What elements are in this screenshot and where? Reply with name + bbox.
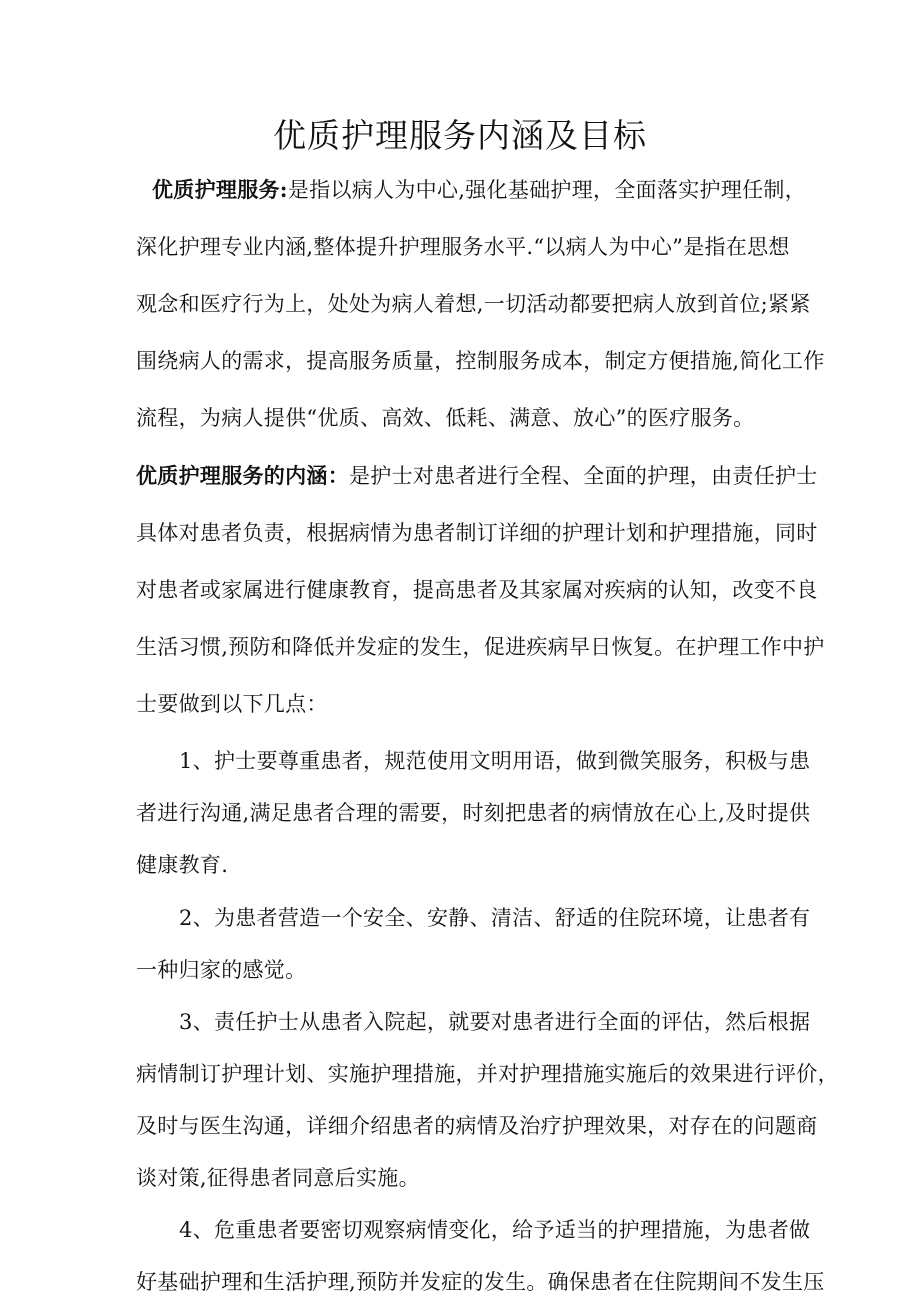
point-2-line-2: 一种归家的感觉。 (136, 958, 307, 982)
point-3-line-2: 病情制订护理计划、实施护理措施，并对护理措施实施后的效果进行评价， (136, 1062, 839, 1086)
connotation-term: 优质护理服务的内涵： (136, 463, 349, 488)
point-1-line-3: 健康教育. (136, 853, 229, 877)
connotation-line-1 (136, 461, 818, 491)
connotation-line-4: 生活习惯,预防和降低并发症的发生，促进疾病早日恢复。在护理工作中护 (136, 635, 825, 659)
connotation-text: 是护士对患者进行全程、全面的护理，由责任护士 (349, 464, 818, 488)
document-title: 优质护理服务内涵及目标 (273, 116, 647, 155)
definition-line-4: 围绕病人的需求，提高服务质量，控制服务成本，制定方便措施,简化工作 (136, 349, 825, 373)
definition-line-2: 深化护理专业内涵,整体提升护理服务水平.“以病人为中心”是指在思想 (136, 235, 790, 259)
point-4-line-2: 好基础护理和生活护理,预防并发症的发生。确保患者在住院期间不发生压 (136, 1270, 825, 1294)
point-3-line-1: 3、责任护士从患者入院起，就要对患者进行全面的评估，然后根据 (179, 1010, 811, 1034)
definition-line-3: 观念和医疗行为上，处处为病人着想,一切活动都要把病人放到首位;紧紧 (136, 292, 811, 316)
definition-text: 是指以病人为中心,强化基础护理，全面落实护理任制， (287, 178, 807, 202)
definition-term: 优质护理服务: (152, 177, 288, 202)
point-4-line-1: 4、危重患者要密切观察病情变化，给予适当的护理措施，为患者做 (179, 1218, 811, 1242)
point-1-line-2: 者进行沟通,满足患者合理的需要，时刻把患者的病情放在心上,及时提供 (136, 801, 811, 825)
definition-line-1 (152, 175, 806, 205)
point-2-line-1: 2、为患者营造一个安全、安静、清洁、舒适的住院环境，让患者有 (179, 906, 811, 930)
definition-line-5: 流程，为病人提供“优质、高效、低耗、满意、放心”的医疗服务。 (136, 406, 755, 430)
connotation-line-2: 具体对患者负责，根据病情为患者制订详细的护理计划和护理措施，同时 (136, 521, 818, 545)
connotation-line-5: 士要做到以下几点： (136, 692, 328, 716)
point-1-line-1: 1、护士要尊重患者，规范使用文明用语，做到微笑服务，积极与患 (179, 749, 811, 773)
connotation-line-3: 对患者或家属进行健康教育，提高患者及其家属对疾病的认知，改变不良 (136, 578, 818, 602)
point-3-line-3: 及时与医生沟通，详细介绍患者的病情及治疗护理效果，对存在的问题商 (136, 1114, 818, 1138)
point-3-line-4: 谈对策,征得患者同意后实施。 (136, 1166, 420, 1190)
